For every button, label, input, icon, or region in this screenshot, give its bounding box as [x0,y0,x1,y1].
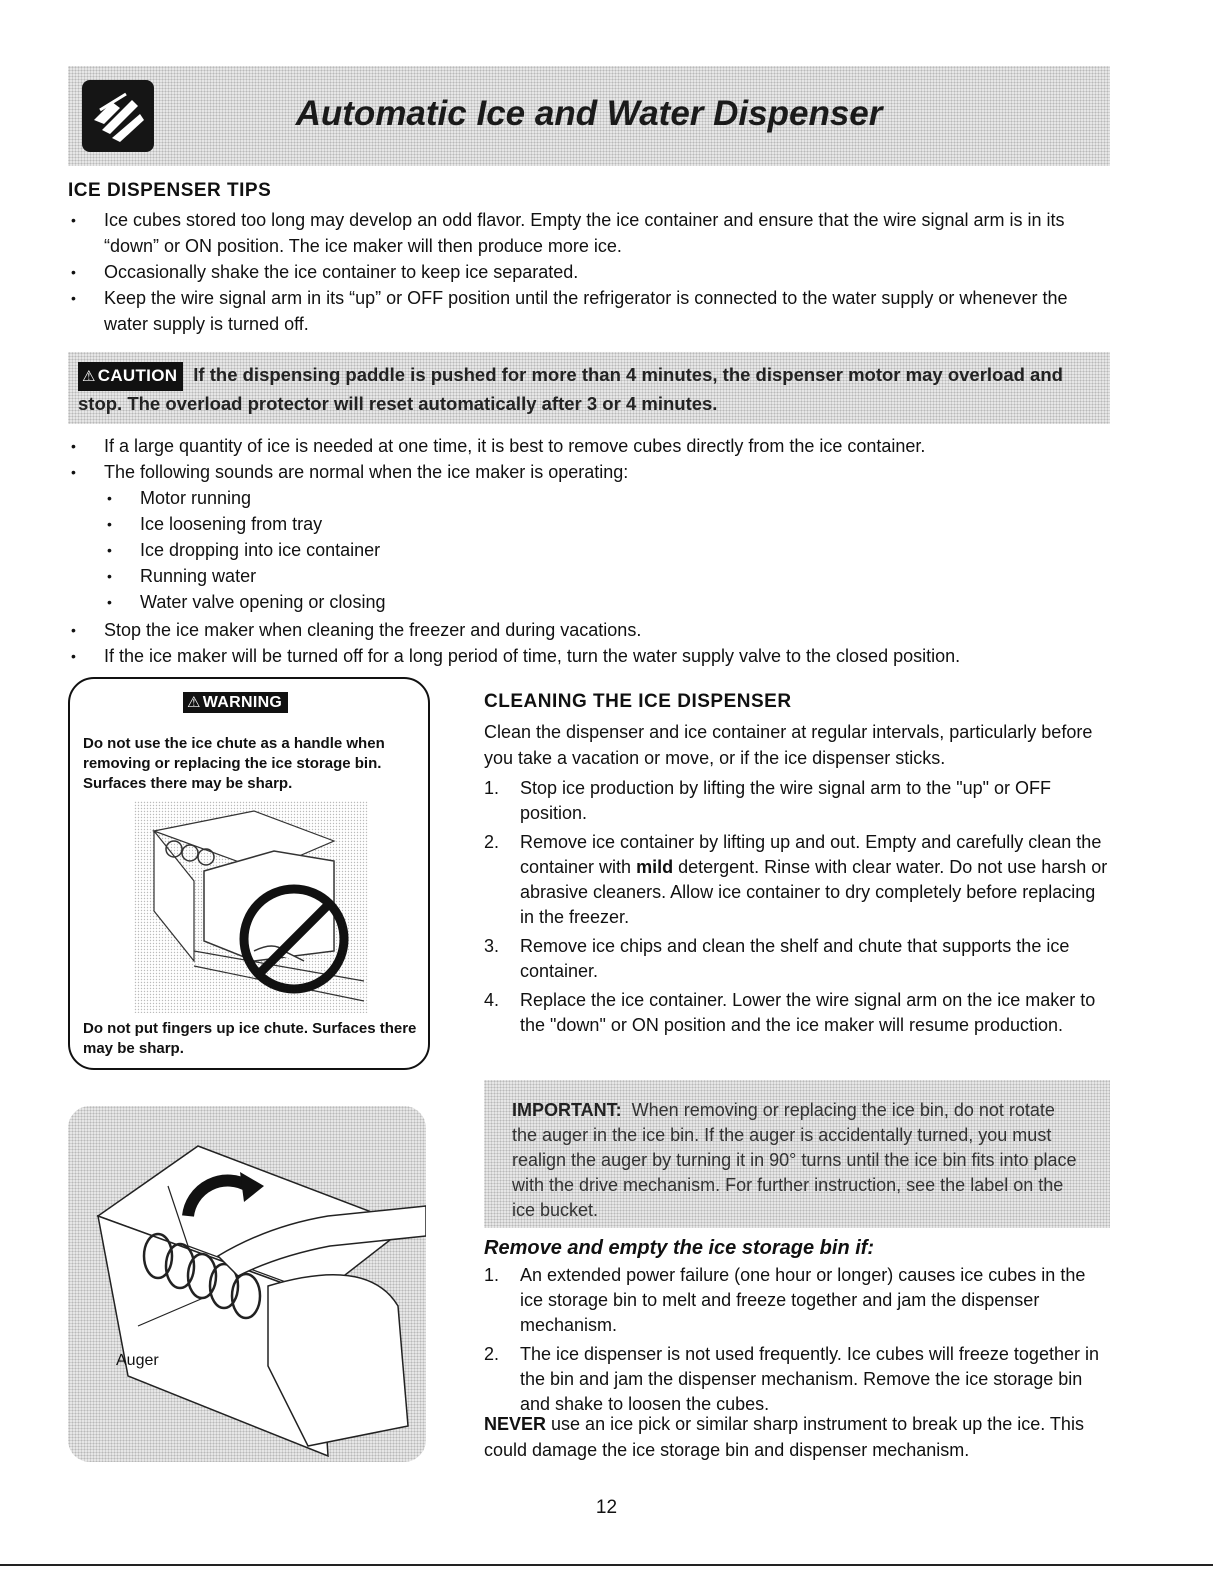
remove-heading: Remove and empty the ice storage bin if: [484,1237,875,1259]
ice-chute-illustration [134,801,368,1013]
cleaning-heading: CLEANING THE ICE DISPENSER [484,691,792,712]
list-item: • Motor running [104,485,704,511]
list-item: • If a large quantity of ice is needed at one time, it is best to remove cubes directly from the ice container. [68,433,1113,459]
after-tips-list [68,617,1113,669]
list-item: • Ice loosening from tray [104,511,704,537]
cleaning-steps [484,776,1109,1042]
important-text: When removing or replacing the ice bin, do not rotate the auger in the ice bin. If the auger is accidentally turned, you must realign the auger by turning it in 90° turns until the ice bin fits into place with the drive mechanism. For further instruction, see the label on the ice bucket. [512,1100,1077,1220]
list-item: • If the ice maker will be turned off for a long period of time, turn the water supply valve to the closed position. [68,643,1113,669]
more-tips-list [68,433,1113,485]
list-item: 4. Replace the ice container. Lower the wire signal arm on the ice maker to the "down" or ON position and the ice maker will resume production. [484,990,1096,1035]
warning-badge: ⚠ WARNING [183,692,298,713]
list-item: 3. Remove ice chips and clean the shelf and chute that supports the ice container. [484,936,1070,981]
bottom-rule [0,1564,1213,1566]
tips-list [68,207,1113,337]
auger-label: Auger [116,1352,159,1369]
important-box [484,1080,1110,1228]
warning-triangle-icon: ⚠ [82,368,96,385]
list-item: • The following sounds are normal when the ice maker is operating: [68,459,1113,485]
list-item: • Ice dropping into ice container [104,537,704,563]
list-item: 1. Stop ice production by lifting the wire signal arm to the "up" or OFF position. [484,778,1052,823]
list-item: • Keep the wire signal arm in its “up” or OFF position until the refrigerator is connected to the water supply or whenever the water supply is turned off. [68,285,1113,337]
warning-triangle-icon: ⚠ [187,694,201,711]
warning-bottom-text: Do not put fingers up ice chute. Surfaces there may be sharp. [83,1020,417,1057]
warning-top-text: Do not use the ice chute as a handle when removing or replacing the ice storage bin. Surfaces there may be sharp. [83,735,385,792]
page-title: Automatic Ice and Water Dispenser [295,94,883,133]
sounds-list [104,485,704,615]
list-item: • Occasionally shake the ice container to keep ice separated. [68,259,1113,285]
list-item: 2. Remove ice container by lifting up and out. Empty and carefully clean the container with mild detergent. Rinse with clear water. Do not use harsh or abrasive cleaners. Allow ice container to dry completely before replacing in the freezer. [484,832,1108,927]
tips-heading: ICE DISPENSER TIPS [68,180,272,201]
important-label: IMPORTANT: [512,1100,622,1120]
caution-badge: ⚠ CAUTION [78,362,183,391]
list-item: • Stop the ice maker when cleaning the freezer and during vacations. [68,617,1113,643]
list-item: 1. An extended power failure (one hour or longer) causes ice cubes in the ice storage bin to melt and freeze together and jam the dispenser mechanism. [484,1265,1086,1335]
caution-text: ⚠ CAUTION If the dispensing paddle is pushed for more than 4 minutes, the dispenser motor may overload and stop. The overload protector will reset automatically after 3 or 4 minutes. [78,364,1063,414]
cleaning-intro: Clean the dispenser and ice container at regular intervals, particularly before you take a vacation or move, or if the ice dispenser sticks. [484,722,1093,768]
never-note: NEVER use an ice pick or similar sharp instrument to break up the ice. This could damage the ice storage bin and dispenser mechanism. [484,1414,1084,1460]
caution-box [68,352,1110,424]
list-item: • Ice cubes stored too long may develop an odd flavor. Empty the ice container and ensure that the wire signal arm is in its “down” or ON position. The ice maker will then produce more ice. [68,207,1113,259]
auger-illustration [68,1106,426,1462]
list-item: 2. The ice dispenser is not used frequently. Ice cubes will freeze together in the bin and jam the dispenser mechanism. Remove the ice storage bin and shake to loosen the cubes. [484,1344,1099,1414]
page-number: 12 [595,1497,618,1518]
list-item: • Water valve opening or closing [104,589,704,615]
remove-list [484,1263,1109,1421]
list-item: • Running water [104,563,704,589]
header-banner [68,66,1110,166]
warning-box [68,677,430,1070]
